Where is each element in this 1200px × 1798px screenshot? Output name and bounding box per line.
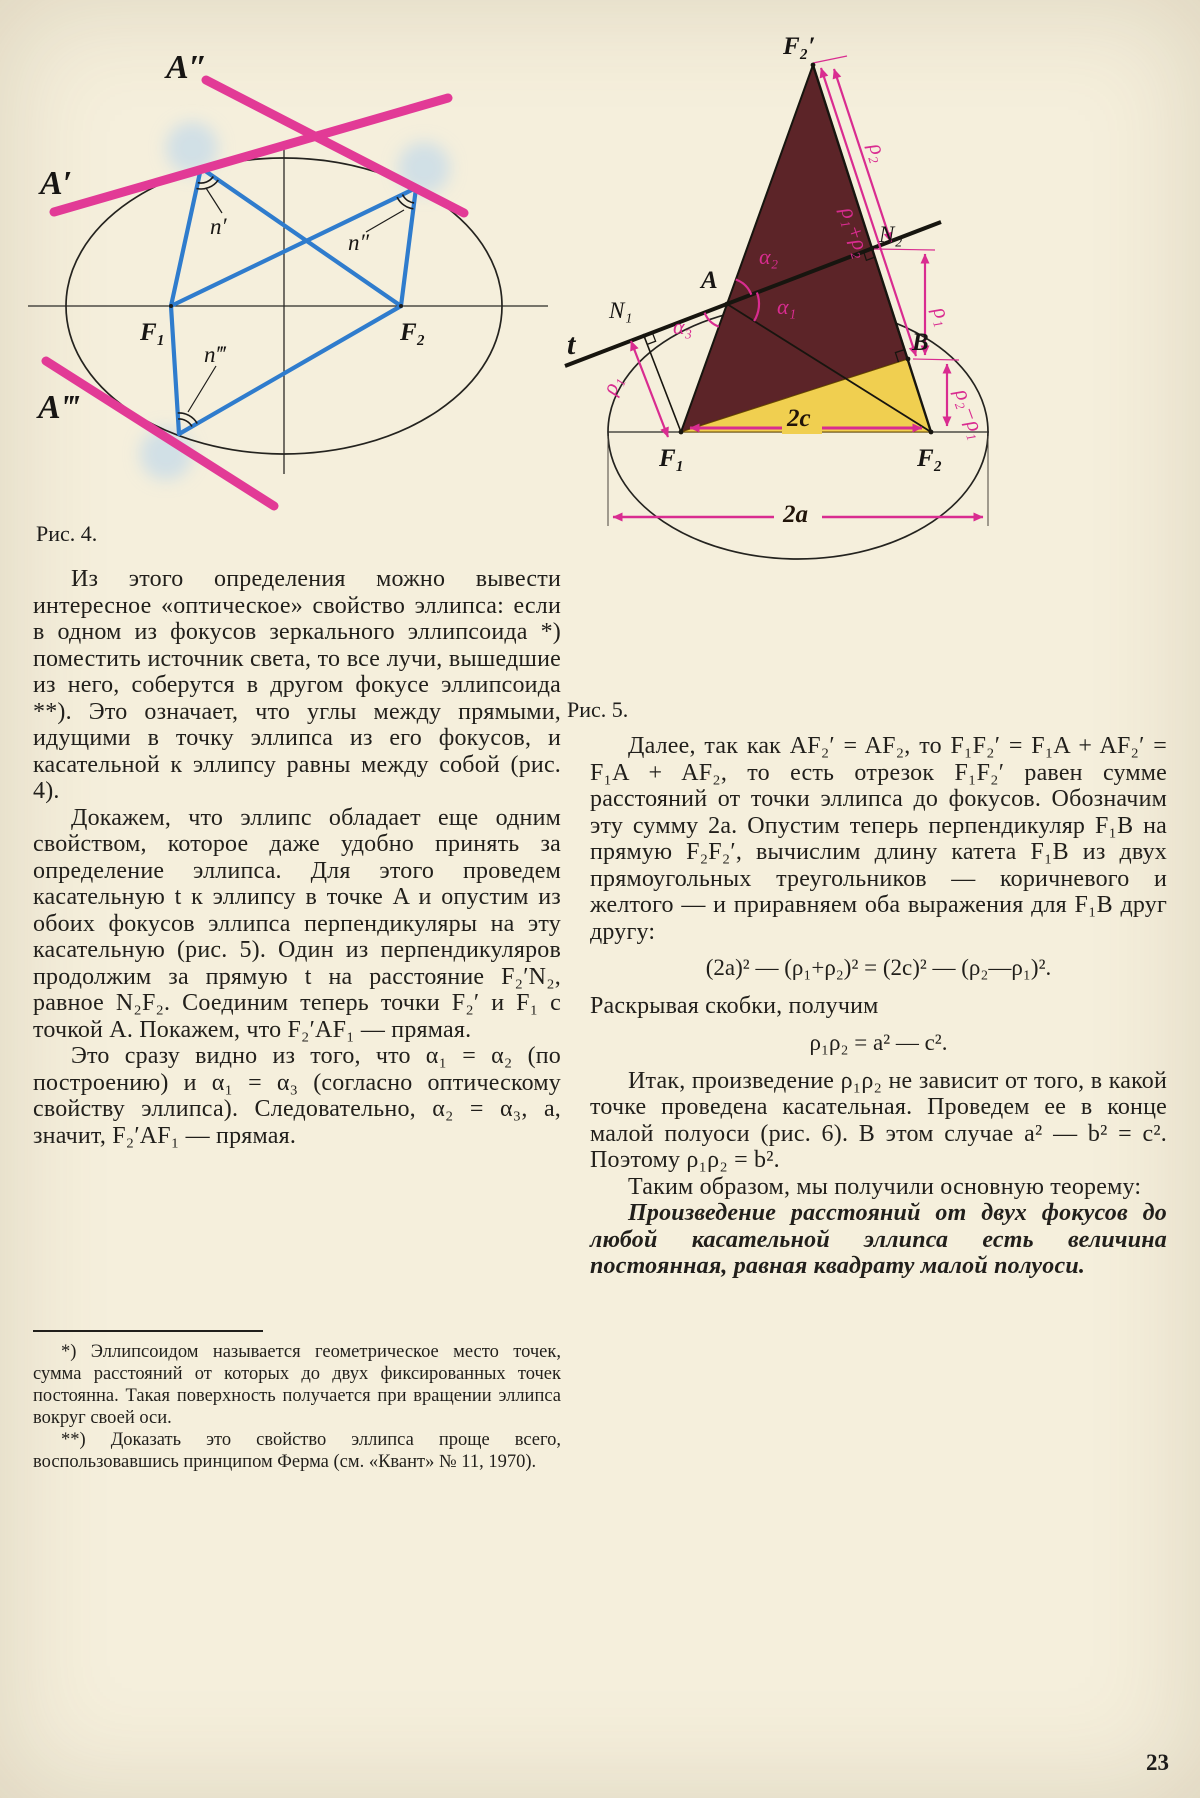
figure-5 — [563, 12, 1185, 680]
fig4-label-A-prime: A′ — [40, 165, 73, 202]
fig5-label-A: A — [701, 267, 718, 294]
fig4-focal-chords — [171, 168, 416, 434]
fig5-label-rho-diff: ρ₂−ρ₁ — [950, 385, 992, 442]
footnote-rule — [33, 1330, 263, 1332]
equation-2: ρ₁ρ₂ = a² — c². — [809, 1029, 948, 1055]
fig5-label-rho2-top: ρ₂ — [864, 139, 894, 165]
footnote-2: **) Доказать это свойство эллипса проще всего, воспользовавшись принципом Ферма (см. «Квант» № 11, 1970). — [33, 1430, 561, 1472]
fig5-label-N1: N₁ — [609, 298, 633, 323]
fig5-label-2a: 2a — [783, 501, 808, 528]
fig4-label-n-prime: n′ — [210, 214, 227, 239]
fig4-label-n-double-prime: n″ — [348, 230, 370, 255]
right-paragraph-2: Раскрывая скобки, получим — [590, 993, 879, 1019]
footnotes-block — [33, 1330, 561, 1473]
fig5-label-B: B — [912, 329, 929, 356]
fig4-label-F2: F₂ — [400, 319, 426, 346]
fig5-label-alpha3: α₃ — [673, 314, 693, 339]
theorem-paragraph: Произведение расстояний от двух фокусов до любой касательной эллипса есть величина постоянная, равная квадрату малой полуоси. — [590, 1200, 1167, 1279]
fig5-label-alpha2: α₂ — [759, 244, 779, 269]
figure-5-caption: Рис. 5. — [567, 697, 629, 722]
fig4-label-n-triple-prime: n‴ — [204, 342, 226, 367]
fig5-label-alpha1: α₁ — [777, 294, 797, 319]
right-column — [590, 733, 1167, 1280]
fig5-label-N2: N₂ — [879, 222, 903, 247]
fig5-label-rho1-left: ρ₁ — [596, 371, 627, 398]
fig5-label-rho-sum: ρ₁+ρ₂ — [836, 203, 876, 261]
fig4-label-A-triple-prime: A‴ — [38, 389, 80, 426]
right-paragraph-1: Далее, так как AF₂′ = AF₂, то F₁F₂′ = F₁A + AF₂′ = F₁A + AF₂, то есть отрезок F₁F₂′ равен сумме расстояний от точки эллипса до фокусов. Обозначим эту сумму 2a. Опустим теперь перпендикуляр F₁B на прямую F₂F₂′, вычислим длину катета F₁B из двух прямоугольных треугольников — коричневого и желтого — и приравняем оба выражения для F₁B друг другу: — [590, 733, 1167, 945]
fig5-label-F2-prime: F₂′ — [783, 33, 816, 60]
right-paragraph-4: Таким образом, мы получили основную теорему: — [628, 1173, 1142, 1200]
fig4-label-A-double-prime: A″ — [166, 49, 208, 86]
left-paragraph-1: Из этого определения можно вывести интересное «оптическое» свойство эллипса: если в одном из фокусов зеркального эллипсоида *) поместить источник света, то все лучи, вышедшие из него, соберутся в другом фокусе эллипсоида **). Это означает, что углы между прямыми, идущими в точку эллипса из его фокусов, и касательной к эллипсу равны между собой (рис. 4). — [33, 566, 561, 804]
figure-4 — [16, 16, 564, 532]
figure-4-caption: Рис. 4. — [36, 521, 98, 546]
fig5-label-2c: 2c — [787, 405, 811, 432]
page-number: 23 — [1146, 1750, 1169, 1775]
fig4-label-F1: F₁ — [140, 319, 166, 346]
right-paragraph-3: Итак, произведение ρ₁ρ₂ не зависит от того, в какой точке проведена касательная. Проведем ее в конце малой полуоси (рис. 6). В этом случае a² — b² = c². Поэтому ρ₁ρ₂ = b². — [590, 1067, 1167, 1173]
left-column — [33, 566, 561, 1149]
left-paragraph-2: Докажем, что эллипс обладает еще одним свойством, которое даже удобно принять за определение эллипса. Для этого проведем касательную t к эллипсу в точке A и опустим из обоих фокусов эллипса перпендикуляры на эту касательную (рис. 5). Один из перпендикуляров продолжим за прямую t на расстояние F₂′N₂, равное N₂F₂. Соединим теперь точки F₂′ и F₁ с точкой A. Покажем, что F₂′AF₁ — прямая. — [33, 804, 561, 1043]
left-paragraph-3: Это сразу видно из того, что α₁ = α₂ (по построению) и α₁ = α₃ (согласно оптическому свойству эллипса). Следовательно, α₂ = α₃, а, значит, F₂′AF₁ — прямая. — [33, 1043, 561, 1149]
footnote-1: *) Эллипсоидом называется геометрическое место точек, сумма расстояний от которых до двух фиксированных точек постоянна. Такая поверхность получается при вращении эллипса вокруг своей оси. — [33, 1342, 561, 1428]
fig5-label-F1: F₁ — [659, 445, 685, 472]
fig5-label-F2: F₂ — [917, 445, 943, 472]
fig4-axes — [28, 142, 548, 474]
equation-1: (2a)² — (ρ₁+ρ₂)² = (2c)² — (ρ₂—ρ₁)². — [705, 955, 1052, 980]
fig5-label-rho1-mid: ρ₁ — [928, 303, 959, 329]
fig5-label-t: t — [567, 328, 576, 361]
